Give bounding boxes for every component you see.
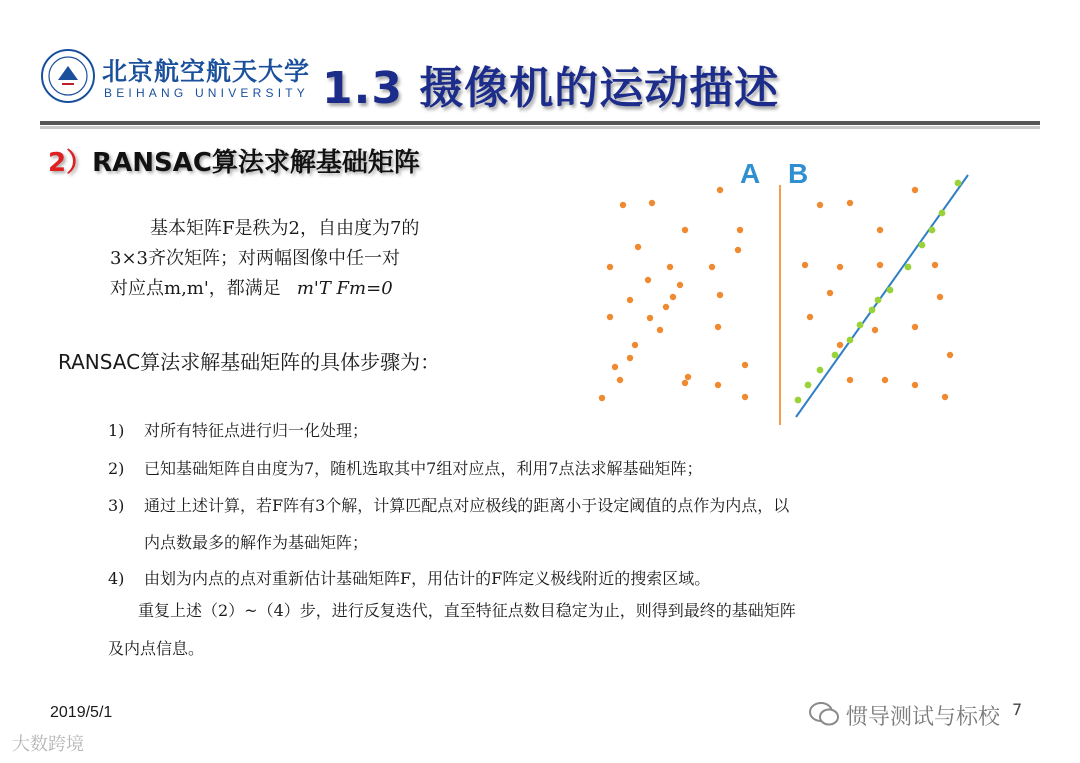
outlier-point — [932, 262, 938, 268]
footer-date: 2019/5/1 — [50, 704, 113, 721]
page-number: 7 — [1012, 700, 1023, 719]
step-number: 4) — [108, 569, 125, 588]
wechat-watermark: 惯导测试与标校 — [846, 705, 1001, 730]
inlier-point — [875, 297, 882, 304]
section-title-text: RANSAC算法求解基础矩阵 — [92, 148, 420, 178]
outlier-point — [677, 282, 683, 288]
label-b: B — [788, 158, 809, 189]
inlier-point — [795, 397, 802, 404]
outlier-point — [912, 187, 918, 193]
outlier-point — [647, 315, 653, 321]
constraint-equation: m'T Fm=0 — [296, 278, 393, 299]
outlier-point — [882, 377, 888, 383]
outlier-point — [607, 314, 613, 320]
step-text: 已知基础矩阵自由度为7，随机选取其中7组对应点，利用7点法求解基础矩阵； — [144, 459, 703, 478]
outlier-point — [937, 294, 943, 300]
inlier-point — [817, 367, 824, 374]
inlier-point — [805, 382, 812, 389]
outlier-point — [827, 290, 833, 296]
outlier-point — [649, 200, 655, 206]
inlier-point — [939, 210, 946, 217]
intro-line-1: 基本矩阵F是秩为2，自由度为7的 — [150, 218, 420, 239]
outlier-point — [709, 264, 715, 270]
outlier-point — [627, 355, 633, 361]
section-number: 2） — [48, 148, 93, 178]
outlier-point — [682, 380, 688, 386]
step-2 — [108, 456, 703, 479]
inlier-point — [869, 307, 876, 314]
outlier-point — [670, 294, 676, 300]
outlier-point — [912, 382, 918, 388]
outlier-point — [877, 262, 883, 268]
outlier-point — [837, 342, 843, 348]
inlier-point — [847, 337, 854, 344]
intro-line-2: 3×3齐次矩阵；对两幅图像中任一对 — [110, 248, 400, 269]
university-name-en: BEIHANG UNIVERSITY — [104, 86, 309, 100]
outlier-point — [837, 264, 843, 270]
outlier-point — [802, 262, 808, 268]
inlier-point — [857, 322, 864, 329]
step-3-continued: 内点数最多的解作为基础矩阵； — [144, 533, 369, 552]
outlier-point — [742, 394, 748, 400]
outlier-point — [737, 227, 743, 233]
outlier-point — [617, 377, 623, 383]
step-4 — [108, 566, 710, 589]
university-name-cn: 北京航空航天大学 — [102, 57, 311, 86]
outlier-point — [715, 324, 721, 330]
inlier-point — [887, 287, 894, 294]
step-number: 2) — [108, 459, 125, 478]
intro-paragraph — [110, 214, 510, 304]
outlier-point — [717, 292, 723, 298]
outlier-point — [607, 264, 613, 270]
outlier-point — [685, 374, 691, 380]
outlier-point — [717, 187, 723, 193]
outlier-point — [667, 264, 673, 270]
step-text: 对所有特征点进行归一化处理； — [144, 421, 369, 440]
repeat-line-1: 重复上述（2）~（4）步，进行反复迭代，直至特征点数目稳定为止，则得到最终的基础矩阵 — [138, 601, 796, 620]
step-number: 3) — [108, 496, 125, 515]
label-a: A — [740, 158, 761, 189]
outlier-point — [645, 277, 651, 283]
step-text: 通过上述计算，若F阵有3个解，计算匹配点对应极线的距离小于设定阈值的点作为内点，以 — [144, 496, 790, 515]
outlier-point — [735, 247, 741, 253]
ransac-diagram — [590, 155, 980, 430]
step-1 — [108, 418, 368, 441]
inlier-point — [929, 227, 936, 234]
steps-heading: RANSAC算法求解基础矩阵的具体步骤为： — [58, 350, 441, 374]
inlier-point — [905, 264, 912, 271]
step-3 — [108, 493, 789, 516]
step-text: 由划为内点的点对重新估计基础矩阵F，用估计的F阵定义极线附近的搜索区域。 — [144, 569, 711, 588]
outlier-point — [682, 227, 688, 233]
outlier-point — [632, 342, 638, 348]
intro-line-3-wrap — [110, 274, 510, 304]
outlier-point — [627, 297, 633, 303]
wechat-icon — [808, 700, 840, 728]
inlier-point — [955, 180, 962, 187]
outlier-point — [847, 377, 853, 383]
header-divider — [40, 121, 1040, 125]
outlier-point — [847, 200, 853, 206]
step-number: 1) — [108, 421, 125, 440]
outlier-point — [612, 364, 618, 370]
outlier-point — [657, 327, 663, 333]
inlier-point — [832, 352, 839, 359]
outlier-point — [817, 202, 823, 208]
section-title — [48, 142, 420, 179]
outlier-point — [715, 382, 721, 388]
intro-line-3: 对应点m,m'，都满足 — [110, 278, 281, 299]
outlier-point — [599, 395, 605, 401]
outlier-point — [807, 314, 813, 320]
inlier-point — [919, 242, 926, 249]
outlier-point — [947, 352, 953, 358]
outlier-point — [877, 227, 883, 233]
outlier-point — [620, 202, 626, 208]
university-logo — [40, 48, 96, 104]
outlier-point — [872, 327, 878, 333]
header-divider-shadow — [40, 126, 1040, 129]
outlier-point — [742, 362, 748, 368]
repeat-line-2: 及内点信息。 — [108, 639, 205, 658]
slide-title: 1.3 摄像机的运动描述 — [322, 63, 780, 114]
outlier-point — [912, 324, 918, 330]
outlier-point — [663, 304, 669, 310]
outlier-point — [942, 394, 948, 400]
corner-watermark: 大数跨境 — [12, 734, 84, 755]
outlier-point — [635, 244, 641, 250]
